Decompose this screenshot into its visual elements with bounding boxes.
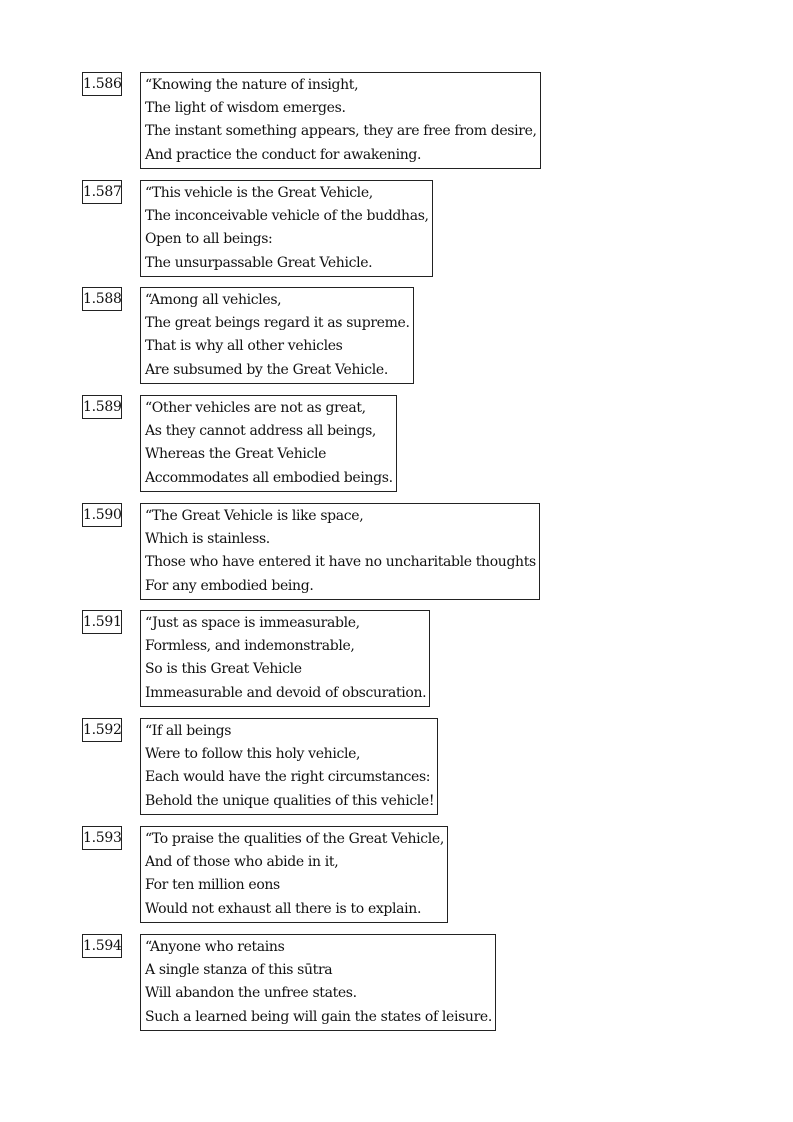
verse-number: 1.590 (82, 503, 122, 527)
verse-line: Will abandon the unfree states. (145, 985, 357, 1002)
verse-line: Accommodates all embodied beings. (145, 469, 393, 486)
verse-line: Behold the unique qualities of this vehicle! (145, 792, 435, 809)
verse-line: And practice the conduct for awakening. (145, 146, 422, 163)
verse-line: Are subsumed by the Great Vehicle. (145, 361, 388, 378)
verse-line: “Knowing the nature of insight, (145, 77, 359, 93)
verse-text (140, 718, 438, 815)
verse-line: Open to all beings: (145, 231, 273, 248)
verse-number: 1.589 (82, 395, 122, 419)
verse-number: 1.588 (82, 287, 122, 311)
verse-line: Would not exhaust all there is to explain. (145, 900, 422, 917)
verse-line: Immeasurable and devoid of obscuration. (145, 684, 427, 701)
verse-number: 1.587 (82, 180, 122, 204)
verse-number: 1.591 (82, 610, 122, 634)
verse-line: Whereas the Great Vehicle (145, 446, 327, 463)
verse-line: “To praise the qualities of the Great Vehicle, (145, 831, 444, 847)
verse-text (140, 395, 397, 492)
verse-line: Which is stainless. (145, 531, 270, 548)
verse-text (140, 287, 414, 384)
verse-line: The unsurpassable Great Vehicle. (145, 254, 373, 271)
verse-line: The great beings regard it as supreme. (145, 315, 410, 332)
verse-line: Such a learned being will gain the states of leisure. (145, 1008, 492, 1025)
verse-line: Formless, and indemonstrable, (145, 638, 355, 655)
verse-text (140, 180, 433, 277)
verse-line: So is this Great Vehicle (145, 661, 302, 678)
verse-line: “Among all vehicles, (145, 292, 282, 308)
verse-text (140, 503, 540, 600)
verse-line: The instant something appears, they are free from desire, (145, 123, 537, 140)
verse-line: That is why all other vehicles (145, 338, 343, 355)
verse-number: 1.594 (82, 934, 122, 958)
verse-line: And of those who abide in it, (145, 854, 339, 871)
verse-line: As they cannot address all beings, (145, 423, 377, 440)
verse-line: “Just as space is immeasurable, (145, 615, 360, 631)
verse-line: Each would have the right circumstances: (145, 769, 431, 786)
verse-text (140, 826, 448, 923)
verse-line: “Other vehicles are not as great, (145, 400, 366, 416)
verse-number: 1.593 (82, 826, 122, 850)
verse-line: The inconceivable vehicle of the buddhas, (145, 208, 429, 225)
verse-line: Those who have entered it have no uncharitable thoughts (145, 554, 536, 571)
verse-line: For ten million eons (145, 877, 280, 894)
verse-line: “The Great Vehicle is like space, (145, 508, 364, 524)
verse-line: The light of wisdom emerges. (145, 100, 346, 117)
verse-text (140, 934, 496, 1031)
verse-line: For any embodied being. (145, 577, 314, 594)
verse-number: 1.592 (82, 718, 122, 742)
verse-number: 1.586 (82, 72, 122, 96)
verse-line: Were to follow this holy vehicle, (145, 746, 361, 763)
verse-line: A single stanza of this sūtra (145, 962, 333, 979)
verse-text (140, 610, 430, 707)
verse-line: “This vehicle is the Great Vehicle, (145, 185, 373, 201)
verse-text (140, 72, 541, 169)
verse-line: “Anyone who retains (145, 939, 285, 955)
verse-line: “If all beings (145, 723, 232, 739)
